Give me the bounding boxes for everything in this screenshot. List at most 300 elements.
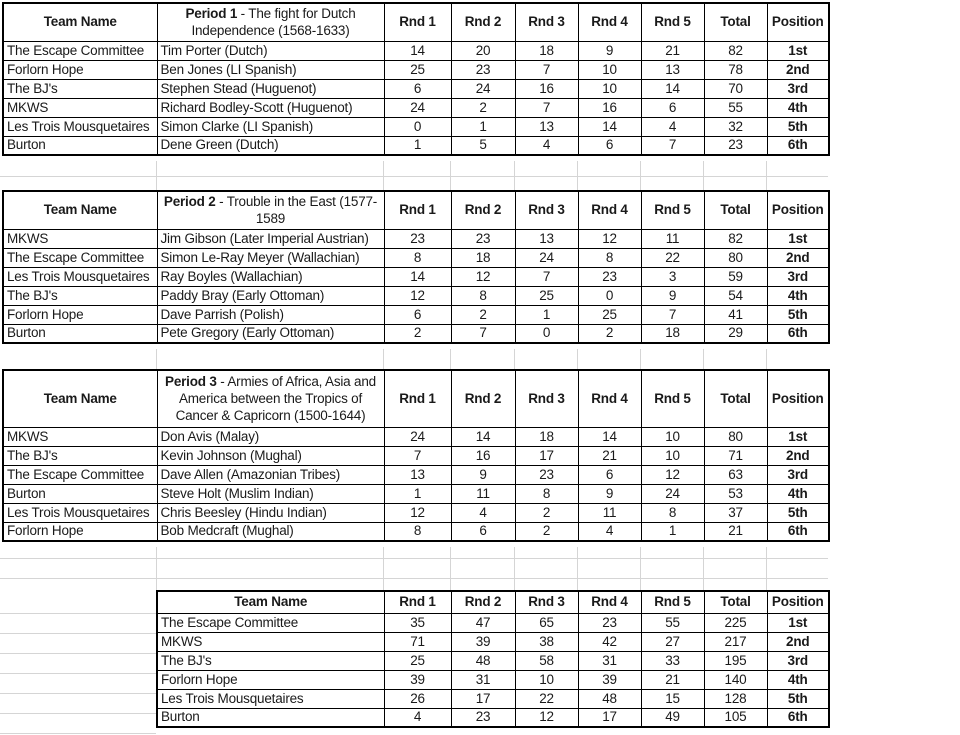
player-cell: Stephen Stead (Huguenot) [157, 79, 384, 98]
round-score-cell: 21 [578, 446, 641, 465]
gridline-vertical [514, 349, 515, 369]
total-cell: 80 [704, 248, 767, 267]
position-cell: 6th [767, 324, 829, 343]
round-score-cell: 33 [641, 651, 704, 670]
col-header-rnd-2: Rnd 2 [451, 591, 515, 613]
col-header-rnd-4: Rnd 4 [578, 370, 641, 427]
team-cell: MKWS [3, 229, 157, 248]
round-score-cell: 2 [451, 98, 515, 117]
round-score-cell: 6 [451, 522, 515, 541]
col-header-rnd-4: Rnd 4 [578, 191, 641, 229]
team-cell: The Escape Committee [3, 41, 157, 60]
player-cell: Simon Le-Ray Meyer (Wallachian) [157, 248, 384, 267]
col-header-rnd-5: Rnd 5 [641, 370, 704, 427]
round-score-cell: 6 [384, 79, 451, 98]
period-1-table [2, 2, 830, 156]
round-score-cell: 10 [641, 446, 704, 465]
round-score-cell: 14 [578, 117, 641, 136]
round-score-cell: 7 [515, 60, 578, 79]
round-score-cell: 10 [578, 60, 641, 79]
position-cell: 4th [767, 286, 829, 305]
position-cell: 5th [767, 305, 829, 324]
position-cell: 2nd [767, 446, 829, 465]
round-score-cell: 9 [578, 484, 641, 503]
round-score-cell: 1 [384, 484, 451, 503]
gridline-horizontal [0, 673, 156, 674]
round-score-cell: 8 [578, 248, 641, 267]
team-row [157, 708, 829, 727]
round-score-cell: 24 [515, 248, 578, 267]
total-cell: 71 [704, 446, 767, 465]
col-header-rnd-3: Rnd 3 [515, 370, 578, 427]
round-score-cell: 13 [515, 229, 578, 248]
total-cell: 63 [704, 465, 767, 484]
round-score-cell: 20 [451, 41, 515, 60]
gridline-vertical [577, 349, 578, 369]
team-cell: MKWS [3, 98, 157, 117]
round-score-cell: 24 [641, 484, 704, 503]
team-row [3, 248, 829, 267]
team-cell: The Escape Committee [3, 465, 157, 484]
round-score-cell: 2 [515, 522, 578, 541]
round-score-cell: 0 [384, 117, 451, 136]
round-score-cell: 31 [451, 670, 515, 689]
team-row [3, 465, 829, 484]
team-cell: Forlorn Hope [3, 60, 157, 79]
position-cell: 1st [767, 613, 829, 632]
round-score-cell: 25 [578, 305, 641, 324]
period-title-bold: Period 1 [185, 6, 238, 22]
round-score-cell: 24 [451, 79, 515, 98]
round-score-cell: 11 [451, 484, 515, 503]
col-header-position: Position [767, 591, 829, 613]
col-header-position: Position [767, 3, 829, 41]
round-score-cell: 13 [384, 465, 451, 484]
round-score-cell: 6 [384, 305, 451, 324]
total-cell: 54 [704, 286, 767, 305]
round-score-cell: 14 [384, 267, 451, 286]
round-score-cell: 7 [384, 446, 451, 465]
period-title [157, 370, 384, 427]
col-header-rnd-5: Rnd 5 [641, 591, 704, 613]
team-cell: MKWS [157, 632, 384, 651]
player-cell: Ben Jones (LI Spanish) [157, 60, 384, 79]
round-score-cell: 47 [451, 613, 515, 632]
round-score-cell: 9 [641, 286, 704, 305]
col-header-rnd-3: Rnd 3 [515, 591, 578, 613]
round-score-cell: 49 [641, 708, 704, 727]
position-cell: 1st [767, 229, 829, 248]
total-cell: 225 [704, 613, 767, 632]
position-cell: 4th [767, 98, 829, 117]
gridline-vertical [703, 547, 704, 590]
gridline-vertical [450, 547, 451, 590]
round-score-cell: 4 [451, 503, 515, 522]
col-header-team-name: Team Name [3, 3, 157, 41]
team-cell: Forlorn Hope [3, 522, 157, 541]
team-cell: Les Trois Mousquetaires [157, 689, 384, 708]
round-score-cell: 8 [451, 286, 515, 305]
total-cell: 53 [704, 484, 767, 503]
gridline-horizontal [0, 653, 156, 654]
gridline-vertical [577, 547, 578, 590]
team-cell: Forlorn Hope [3, 305, 157, 324]
team-row [157, 651, 829, 670]
position-cell: 3rd [767, 651, 829, 670]
gridline-vertical [766, 349, 767, 369]
round-score-cell: 7 [641, 305, 704, 324]
total-cell: 80 [704, 427, 767, 446]
col-header-position: Position [767, 191, 829, 229]
total-cell: 21 [704, 522, 767, 541]
team-cell: Forlorn Hope [157, 670, 384, 689]
total-cell: 217 [704, 632, 767, 651]
total-cell: 82 [704, 41, 767, 60]
team-cell: The BJ's [3, 446, 157, 465]
player-cell: Bob Medcraft (Mughal) [157, 522, 384, 541]
team-cell: MKWS [3, 427, 157, 446]
position-cell: 2nd [767, 248, 829, 267]
round-score-cell: 14 [451, 427, 515, 446]
round-score-cell: 12 [515, 708, 578, 727]
team-row [3, 41, 829, 60]
player-cell: Simon Clarke (LI Spanish) [157, 117, 384, 136]
player-cell: Dave Allen (Amazonian Tribes) [157, 465, 384, 484]
gridline-horizontal [0, 613, 156, 614]
col-header-total: Total [704, 591, 767, 613]
total-cell: 23 [704, 136, 767, 155]
position-cell: 2nd [767, 632, 829, 651]
round-score-cell: 8 [641, 503, 704, 522]
team-cell: Burton [3, 136, 157, 155]
team-row [3, 267, 829, 286]
team-cell: The BJ's [3, 79, 157, 98]
player-cell: Pete Gregory (Early Ottoman) [157, 324, 384, 343]
round-score-cell: 7 [515, 267, 578, 286]
col-header-team-name: Team Name [157, 591, 384, 613]
round-score-cell: 10 [515, 670, 578, 689]
round-score-cell: 0 [515, 324, 578, 343]
round-score-cell: 2 [451, 305, 515, 324]
round-score-cell: 48 [451, 651, 515, 670]
team-row [3, 503, 829, 522]
col-header-position: Position [767, 370, 829, 427]
round-score-cell: 23 [384, 229, 451, 248]
round-score-cell: 25 [515, 286, 578, 305]
position-cell: 6th [767, 708, 829, 727]
round-score-cell: 13 [515, 117, 578, 136]
round-score-cell: 7 [641, 136, 704, 155]
position-cell: 3rd [767, 79, 829, 98]
round-score-cell: 71 [384, 632, 451, 651]
round-score-cell: 1 [515, 305, 578, 324]
total-cell: 70 [704, 79, 767, 98]
total-cell: 105 [704, 708, 767, 727]
col-header-rnd-1: Rnd 1 [384, 591, 451, 613]
round-score-cell: 4 [384, 708, 451, 727]
round-score-cell: 48 [578, 689, 641, 708]
round-score-cell: 21 [641, 41, 704, 60]
total-cell: 59 [704, 267, 767, 286]
gridline-vertical [703, 349, 704, 369]
player-cell: Paddy Bray (Early Ottoman) [157, 286, 384, 305]
round-score-cell: 7 [451, 324, 515, 343]
player-cell: Jim Gibson (Later Imperial Austrian) [157, 229, 384, 248]
total-cell: 128 [704, 689, 767, 708]
round-score-cell: 21 [641, 670, 704, 689]
team-row [157, 632, 829, 651]
team-cell: Burton [3, 324, 157, 343]
position-cell: 3rd [767, 465, 829, 484]
position-cell: 1st [767, 41, 829, 60]
team-row [3, 117, 829, 136]
round-score-cell: 3 [641, 267, 704, 286]
round-score-cell: 23 [515, 465, 578, 484]
team-cell: The BJ's [157, 651, 384, 670]
player-cell: Dene Green (Dutch) [157, 136, 384, 155]
round-score-cell: 12 [384, 503, 451, 522]
col-header-total: Total [704, 191, 767, 229]
col-header-rnd-2: Rnd 2 [451, 370, 515, 427]
round-score-cell: 7 [515, 98, 578, 117]
round-score-cell: 35 [384, 613, 451, 632]
team-cell: The Escape Committee [3, 248, 157, 267]
header-row [3, 370, 829, 427]
col-header-rnd-5: Rnd 5 [641, 191, 704, 229]
team-cell: Les Trois Mousquetaires [3, 503, 157, 522]
team-cell: The BJ's [3, 286, 157, 305]
team-cell: Les Trois Mousquetaires [3, 117, 157, 136]
col-header-rnd-3: Rnd 3 [515, 3, 578, 41]
player-cell: Richard Bodley-Scott (Huguenot) [157, 98, 384, 117]
header-row [157, 591, 829, 613]
round-score-cell: 12 [384, 286, 451, 305]
gridline-vertical [383, 547, 384, 590]
col-header-rnd-1: Rnd 1 [384, 370, 451, 427]
round-score-cell: 55 [641, 613, 704, 632]
round-score-cell: 2 [578, 324, 641, 343]
round-score-cell: 39 [384, 670, 451, 689]
round-score-cell: 25 [384, 651, 451, 670]
round-score-cell: 8 [515, 484, 578, 503]
team-row [3, 79, 829, 98]
team-row [3, 136, 829, 155]
round-score-cell: 42 [578, 632, 641, 651]
team-cell: Les Trois Mousquetaires [3, 267, 157, 286]
gridline-horizontal [0, 633, 156, 634]
round-score-cell: 27 [641, 632, 704, 651]
round-score-cell: 4 [515, 136, 578, 155]
round-score-cell: 25 [384, 60, 451, 79]
round-score-cell: 26 [384, 689, 451, 708]
total-cell: 78 [704, 60, 767, 79]
round-score-cell: 2 [515, 503, 578, 522]
gridline-vertical [156, 349, 157, 369]
round-score-cell: 23 [578, 267, 641, 286]
round-score-cell: 4 [578, 522, 641, 541]
round-score-cell: 18 [451, 248, 515, 267]
period-title [157, 3, 384, 41]
position-cell: 4th [767, 670, 829, 689]
team-row [3, 446, 829, 465]
player-cell: Tim Porter (Dutch) [157, 41, 384, 60]
round-score-cell: 17 [451, 689, 515, 708]
gridline-horizontal [0, 693, 156, 694]
col-header-team-name: Team Name [3, 370, 157, 427]
player-cell: Don Avis (Malay) [157, 427, 384, 446]
round-score-cell: 6 [578, 136, 641, 155]
period-2-table [2, 190, 830, 344]
total-cell: 29 [704, 324, 767, 343]
header-row [3, 3, 829, 41]
round-score-cell: 39 [578, 670, 641, 689]
total-cell: 55 [704, 98, 767, 117]
gridline-horizontal [0, 176, 828, 177]
position-cell: 3rd [767, 267, 829, 286]
round-score-cell: 22 [515, 689, 578, 708]
position-cell: 2nd [767, 60, 829, 79]
round-score-cell: 18 [515, 427, 578, 446]
round-score-cell: 31 [578, 651, 641, 670]
round-score-cell: 14 [578, 427, 641, 446]
gridline-horizontal [0, 578, 828, 579]
round-score-cell: 65 [515, 613, 578, 632]
round-score-cell: 17 [515, 446, 578, 465]
total-cell: 41 [704, 305, 767, 324]
round-score-cell: 22 [641, 248, 704, 267]
player-cell: Kevin Johnson (Mughal) [157, 446, 384, 465]
gridline-vertical [514, 547, 515, 590]
gridline-vertical [640, 349, 641, 369]
team-cell: Burton [3, 484, 157, 503]
col-header-rnd-1: Rnd 1 [384, 3, 451, 41]
player-cell: Dave Parrish (Polish) [157, 305, 384, 324]
player-cell: Chris Beesley (Hindu Indian) [157, 503, 384, 522]
round-score-cell: 9 [451, 465, 515, 484]
team-row [3, 427, 829, 446]
gridline-horizontal [0, 558, 828, 559]
round-score-cell: 1 [451, 117, 515, 136]
round-score-cell: 16 [578, 98, 641, 117]
gridline-vertical [766, 547, 767, 590]
round-score-cell: 9 [578, 41, 641, 60]
col-header-rnd-3: Rnd 3 [515, 191, 578, 229]
col-header-rnd-2: Rnd 2 [451, 191, 515, 229]
round-score-cell: 14 [641, 79, 704, 98]
round-score-cell: 11 [641, 229, 704, 248]
team-row [157, 689, 829, 708]
team-row [3, 324, 829, 343]
round-score-cell: 18 [515, 41, 578, 60]
gridline-horizontal [0, 733, 156, 734]
gridline-vertical [156, 547, 157, 590]
team-cell: Burton [157, 708, 384, 727]
round-score-cell: 23 [578, 613, 641, 632]
team-row [3, 98, 829, 117]
position-cell: 5th [767, 503, 829, 522]
round-score-cell: 0 [578, 286, 641, 305]
round-score-cell: 2 [384, 324, 451, 343]
position-cell: 6th [767, 136, 829, 155]
round-score-cell: 38 [515, 632, 578, 651]
round-score-cell: 12 [641, 465, 704, 484]
team-row [3, 229, 829, 248]
period-title-text: - Armies of Africa, Asia and America between the Tropics of Cancer & Capricorn (1500-1644) [175, 374, 376, 424]
col-header-rnd-1: Rnd 1 [384, 191, 451, 229]
col-header-total: Total [704, 3, 767, 41]
round-score-cell: 24 [384, 427, 451, 446]
team-cell: The Escape Committee [157, 613, 384, 632]
position-cell: 6th [767, 522, 829, 541]
period-3-table [2, 369, 830, 542]
period-title-bold: Period 3 [165, 374, 217, 390]
round-score-cell: 13 [641, 60, 704, 79]
round-score-cell: 4 [641, 117, 704, 136]
round-score-cell: 8 [384, 522, 451, 541]
round-score-cell: 11 [578, 503, 641, 522]
round-score-cell: 15 [641, 689, 704, 708]
team-row [3, 60, 829, 79]
round-score-cell: 18 [641, 324, 704, 343]
round-score-cell: 12 [578, 229, 641, 248]
round-score-cell: 10 [641, 427, 704, 446]
round-score-cell: 1 [384, 136, 451, 155]
round-score-cell: 6 [578, 465, 641, 484]
total-cell: 82 [704, 229, 767, 248]
col-header-rnd-5: Rnd 5 [641, 3, 704, 41]
round-score-cell: 17 [578, 708, 641, 727]
round-score-cell: 8 [384, 248, 451, 267]
gridline-vertical [640, 547, 641, 590]
total-cell: 140 [704, 670, 767, 689]
player-cell: Steve Holt (Muslim Indian) [157, 484, 384, 503]
team-row [3, 286, 829, 305]
position-cell: 5th [767, 689, 829, 708]
position-cell: 1st [767, 427, 829, 446]
col-header-rnd-2: Rnd 2 [451, 3, 515, 41]
gridline-horizontal [0, 713, 156, 714]
col-header-team-name: Team Name [3, 191, 157, 229]
round-score-cell: 58 [515, 651, 578, 670]
total-cell: 195 [704, 651, 767, 670]
round-score-cell: 23 [451, 708, 515, 727]
period-title-text: - Trouble in the East (1577-1589 [215, 194, 378, 227]
period-title-bold: Period 2 [163, 194, 216, 210]
round-score-cell: 39 [451, 632, 515, 651]
round-score-cell: 12 [451, 267, 515, 286]
round-score-cell: 23 [451, 60, 515, 79]
team-row [157, 670, 829, 689]
round-score-cell: 10 [578, 79, 641, 98]
col-header-total: Total [704, 370, 767, 427]
total-cell: 37 [704, 503, 767, 522]
round-score-cell: 16 [515, 79, 578, 98]
player-cell: Ray Boyles (Wallachian) [157, 267, 384, 286]
col-header-rnd-4: Rnd 4 [578, 591, 641, 613]
overall-standings-table [156, 590, 830, 728]
gridline-vertical [450, 349, 451, 369]
gridline-vertical [383, 349, 384, 369]
total-cell: 32 [704, 117, 767, 136]
round-score-cell: 16 [451, 446, 515, 465]
round-score-cell: 1 [641, 522, 704, 541]
round-score-cell: 6 [641, 98, 704, 117]
round-score-cell: 14 [384, 41, 451, 60]
col-header-rnd-4: Rnd 4 [578, 3, 641, 41]
position-cell: 5th [767, 117, 829, 136]
team-row [3, 522, 829, 541]
period-title [157, 191, 384, 229]
